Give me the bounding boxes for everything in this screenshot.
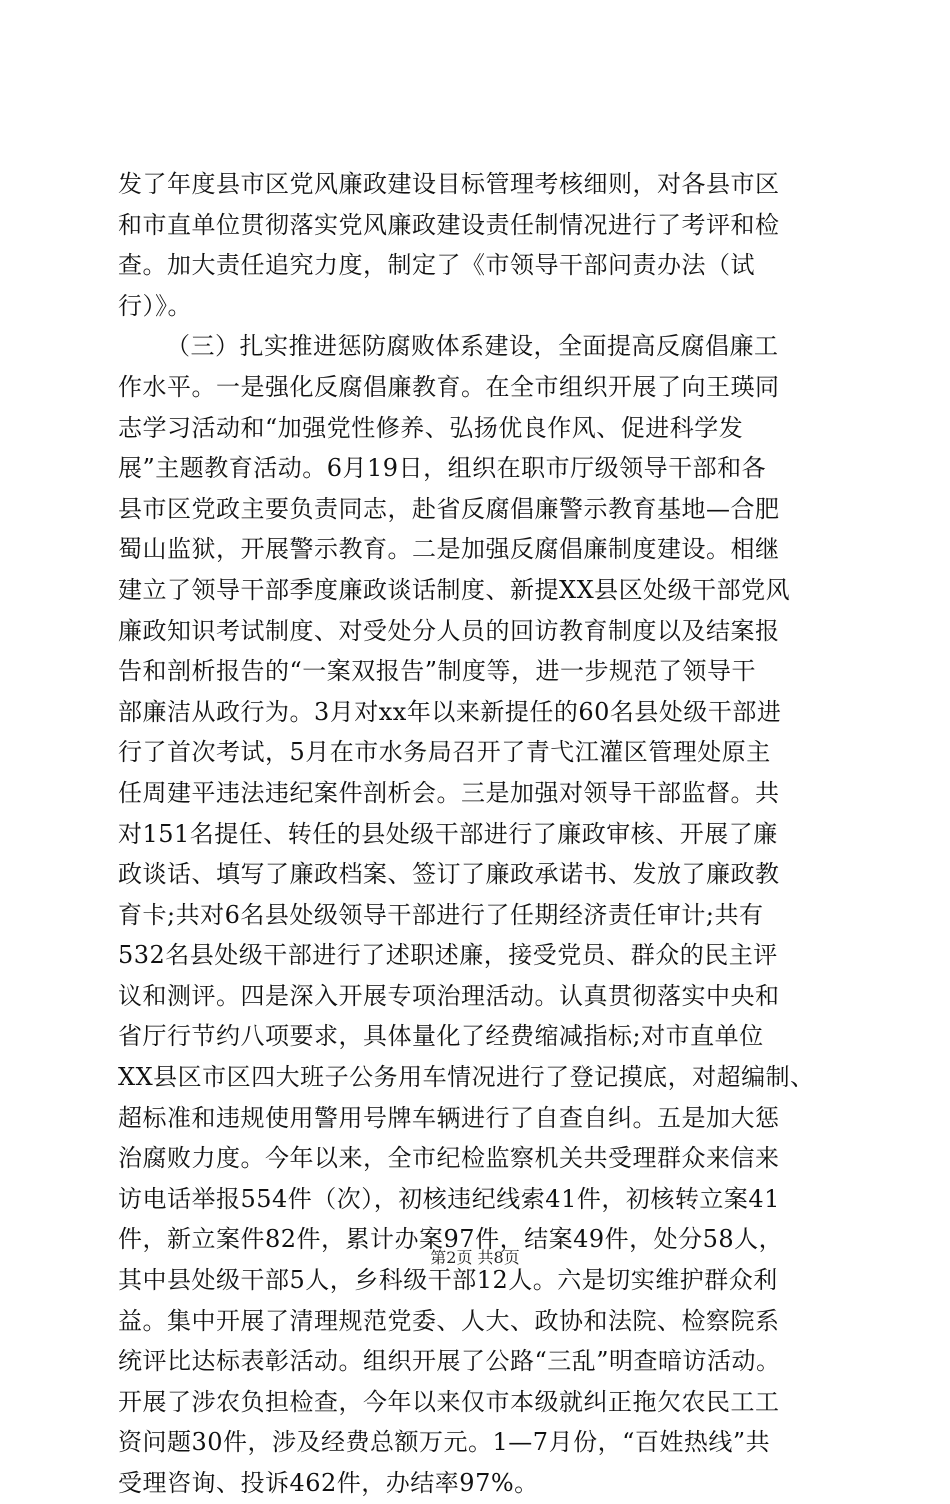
text-line: 部廉洁从政行为。3月对xx年以来新提任的60名县处级干部进 xyxy=(118,697,782,726)
text-line: 作水平。一是强化反腐倡廉教育。在全市组织开展了向王瑛同 xyxy=(118,372,780,401)
text-line: 件，新立案件82件，累计办案97件，结案49件，处分58人， xyxy=(118,1225,784,1254)
text-line: 其中县处级干部5人，乡科级干部12人。六是切实维护群众利 xyxy=(118,1266,778,1295)
text-line: 议和测评。四是深入开展专项治理活动。认真贯彻落实中央和 xyxy=(118,981,780,1010)
text-line: 育卡;共对6名县处级领导干部进行了任期经济责任审计;共有 xyxy=(118,900,764,929)
page-number-footer: 第2页 共8页 xyxy=(430,1248,520,1267)
text-line: 建立了领导干部季度廉政谈话制度、新提XX县区处级干部党风 xyxy=(118,575,791,604)
text-line: 资问题30件，涉及经费总额万元。1—7月份，“百姓热线”共 xyxy=(118,1428,771,1457)
paragraph-start-line: （三）扎实推进惩防腐败体系建设，全面提高反腐倡廉工 xyxy=(166,332,779,361)
text-line: 蜀山监狱，开展警示教育。二是加强反腐倡廉制度建设。相继 xyxy=(118,535,780,564)
text-line: 告和剖析报告的“一案双报告”制度等，进一步规范了领导干 xyxy=(118,657,757,686)
text-line: 对151名提任、转任的县处级干部进行了廉政审核、开展了廉 xyxy=(118,819,778,848)
text-line: 县市区党政主要负责同志，赴省反腐倡廉警示教育基地—合肥 xyxy=(118,494,780,523)
text-line: XX县区市区四大班子公务用车情况进行了登记摸底，对超编制、 xyxy=(118,1063,815,1092)
body-text xyxy=(118,164,848,1504)
text-line: 廉政知识考试制度、对受处分人员的回访教育制度以及结案报 xyxy=(118,616,780,645)
text-line: 开展了涉农负担检查，今年以来仅市本级就纠正拖欠农民工工 xyxy=(118,1387,780,1416)
text-line: 行）》。 xyxy=(118,291,192,320)
text-line: 和市直单位贯彻落实党风廉政建设责任制情况进行了考评和检 xyxy=(118,210,780,239)
text-line: 发了年度县市区党风廉政建设目标管理考核细则，对各县市区 xyxy=(118,170,780,198)
text-line: 受理咨询、投诉462件，办结率97%。 xyxy=(118,1469,539,1497)
text-line: 省厅行节约八项要求，具体量化了经费缩减指标;对市直单位 xyxy=(118,1022,764,1051)
text-line: 展”主题教育活动。6月19日，组织在职市厅级领导干部和各 xyxy=(118,454,767,483)
text-line: 益。集中开展了清理规范党委、人大、政协和法院、检察院系 xyxy=(118,1306,780,1335)
text-line: 查。加大责任追究力度，制定了《市领导干部问责办法（试 xyxy=(118,251,755,280)
text-line: 政谈话、填写了廉政档案、签订了廉政承诺书、发放了廉政教 xyxy=(118,860,780,889)
text-line: 治腐败力度。今年以来，全市纪检监察机关共受理群众来信来 xyxy=(118,1144,780,1173)
text-line: 行了首次考试，5月在市水务局召开了青弋江灌区管理处原主 xyxy=(118,738,771,767)
text-line: 532名县处级干部进行了述职述廉，接受党员、群众的民主评 xyxy=(118,941,778,970)
text-line: 志学习活动和“加强党性修养、弘扬优良作风、促进科学发 xyxy=(118,413,744,442)
text-line: 超标准和违规使用警用号牌车辆进行了自查自纠。五是加大惩 xyxy=(118,1103,780,1132)
text-line: 统评比达标表彰活动。组织开展了公路“三乱”明查暗访活动。 xyxy=(118,1347,781,1376)
text-line: 访电话举报554件（次），初核违纪线索41件，初核转立案41 xyxy=(118,1184,780,1213)
text-line: 任周建平违法违纪案件剖析会。三是加强对领导干部监督。共 xyxy=(118,778,780,807)
